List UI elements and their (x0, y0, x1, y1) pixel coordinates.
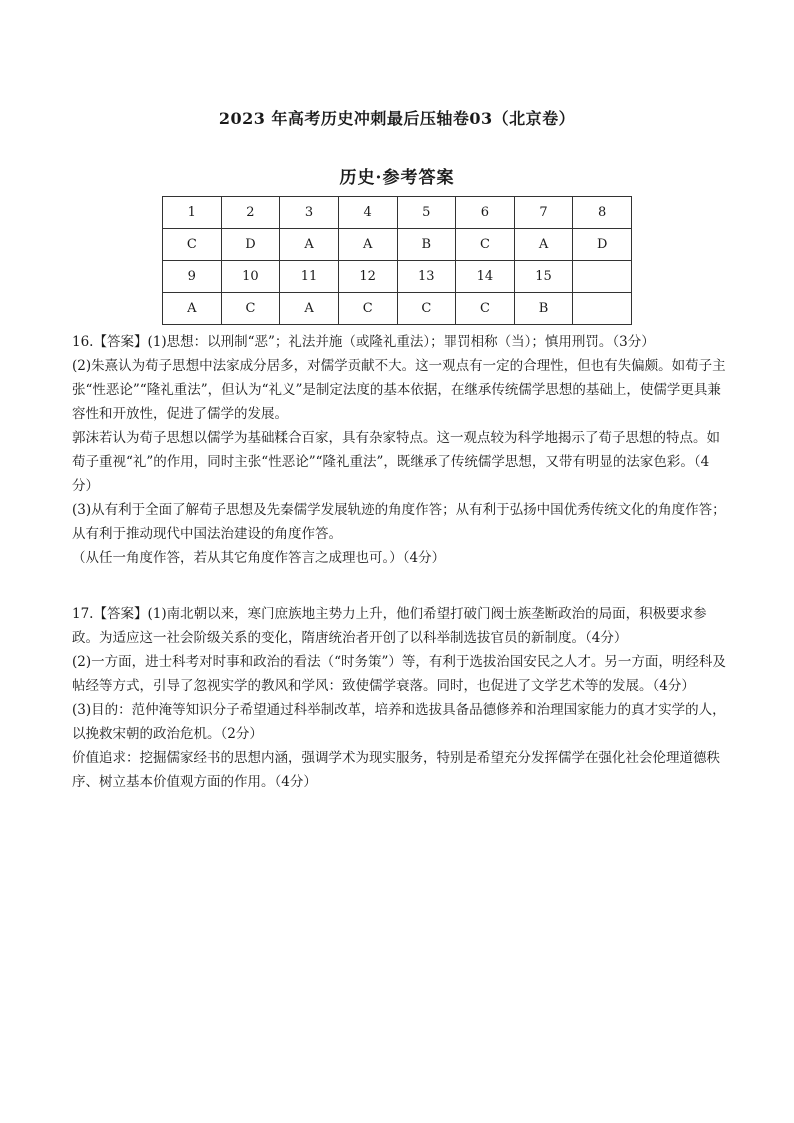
table-cell: 5 (397, 197, 456, 229)
q16-note: （从任一角度作答，若从其它角度作答言之成理也可。）（4分） (72, 550, 446, 566)
table-cell: 8 (573, 197, 632, 229)
table-cell: 12 (338, 261, 397, 293)
table-cell: C (397, 293, 456, 325)
table-cell: B (514, 293, 573, 325)
table-cell: 4 (338, 197, 397, 229)
table-cell: A (280, 293, 339, 325)
table-cell: C (163, 229, 222, 261)
table-cell: 11 (280, 261, 339, 293)
table-row (163, 229, 632, 261)
table-cell: D (573, 229, 632, 261)
q16-part3: (3)从有利于全面了解荀子思想及先秦儒学发展轨迹的角度作答；从有利于弘扬中国优秀传统文化的角度作答；从有利于推动现代中国法治建设的角度作答。 (72, 502, 726, 542)
table-row (163, 197, 632, 229)
table-cell: C (456, 229, 515, 261)
answer-key-heading: 历史·参考答案 (339, 168, 455, 188)
table-cell (573, 293, 632, 325)
table-cell: 14 (456, 261, 515, 293)
document-title: 2023 年高考历史冲刺最后压轴卷03（北京卷） (218, 109, 576, 128)
q16-part1: 16.【答案】(1)思想：以刑制“恶”；礼法并施（或隆礼重法）；罪罚相称（当）；慎用刑罚。（3分） (72, 334, 655, 350)
table-cell: A (514, 229, 573, 261)
table-cell (573, 261, 632, 293)
table-cell: 6 (456, 197, 515, 229)
answer-explanations (72, 330, 728, 794)
table-cell: 3 (280, 197, 339, 229)
table-cell: 1 (163, 197, 222, 229)
answer-table (162, 196, 632, 325)
q17-part1: 17.【答案】(1)南北朝以来，寒门庶族地主势力上升，他们希望打破门阀士族垄断政治的局面，积极要求参政。为适应这一社会阶级关系的变化，隋唐统治者开创了以科举制选拔官员的新制度。（4分） (72, 606, 707, 646)
table-row (163, 293, 632, 325)
q16-part2-continued: 郭沫若认为荀子思想以儒学为基础糅合百家，具有杂家特点。这一观点较为科学地揭示了荀子思想的特点。如荀子重视“礼”的作用，同时主张“性恶论”“隆礼重法”，既继承了传统儒学思想，又带有明显的法家色彩。（4分） (72, 430, 720, 494)
table-cell: 7 (514, 197, 573, 229)
table-cell: 15 (514, 261, 573, 293)
table-cell: B (397, 229, 456, 261)
table-cell: 2 (221, 197, 280, 229)
q16-part2: (2)朱熹认为荀子思想中法家成分居多，对儒学贡献不大。这一观点有一定的合理性，但也有失偏颇。如荀子主张“性恶论”“隆礼重法”，但认为“礼义”是制定法度的基本依据，在继承传统儒学思想的基础上，使儒学更具兼容性和开放性，促进了儒学的发展。 (72, 358, 726, 422)
q17-value: 价值追求：挖掘儒家经书的思想内涵，强调学术为现实服务，特别是希望充分发挥儒学在强化社会伦理道德秩序、树立基本价值观方面的作用。（4分） (72, 750, 720, 790)
table-cell: 13 (397, 261, 456, 293)
table-cell: A (280, 229, 339, 261)
table-cell: C (456, 293, 515, 325)
q17-part3: (3)目的：范仲淹等知识分子希望通过科举制改革，培养和选拔具备品德修养和治理国家能力的真才实学的人，以挽救宋朝的政治危机。（2分） (72, 702, 726, 742)
table-cell: C (338, 293, 397, 325)
table-cell: 9 (163, 261, 222, 293)
q17-part2: (2)一方面，进士科考对时事和政治的看法（“时务策”）等，有利于选拔治国安民之人才。另一方面，明经科及帖经等方式，引导了忽视实学的教风和学风：致使儒学衰落。同时，也促进了文学艺术等的发展。（4分） (72, 654, 726, 694)
table-cell: C (221, 293, 280, 325)
table-cell: A (338, 229, 397, 261)
table-cell: 10 (221, 261, 280, 293)
table-cell: D (221, 229, 280, 261)
table-row (163, 261, 632, 293)
table-cell: A (163, 293, 222, 325)
